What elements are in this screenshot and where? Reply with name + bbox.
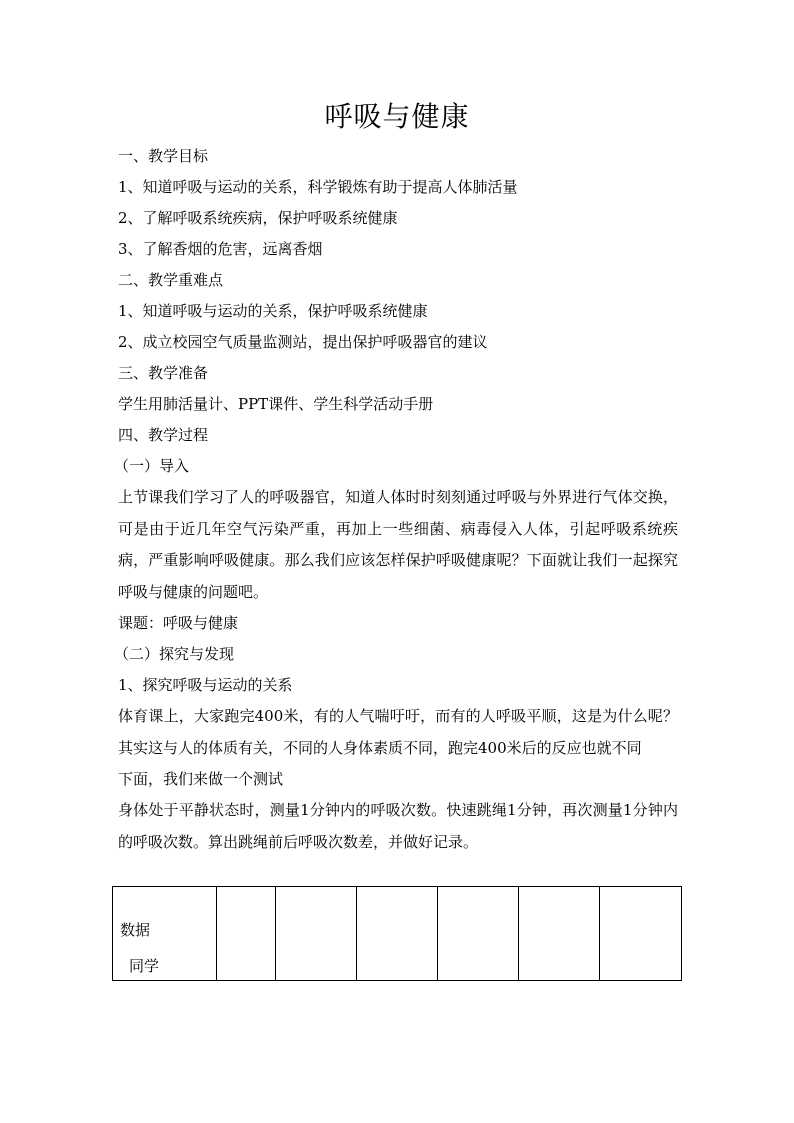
table-cell[interactable]	[217, 887, 276, 981]
table-header-cell	[113, 887, 217, 981]
goal-item-2: 2、了解呼吸系统疾病，保护呼吸系统健康	[118, 209, 398, 227]
explore-item-1: 1、探究呼吸与运动的关系	[118, 676, 293, 694]
lesson-topic: 课题：呼吸与健康	[118, 614, 239, 632]
goal-item-3: 3、了解香烟的危害，远离香烟	[118, 240, 323, 258]
table-cell[interactable]	[276, 887, 357, 981]
heading-teaching-goals: 一、教学目标	[118, 147, 209, 165]
test-intro: 下面，我们来做一个测试	[118, 770, 284, 788]
table-cell[interactable]	[357, 887, 438, 981]
section-explore-heading: （二）探究与发现	[114, 645, 235, 663]
table-row	[113, 887, 682, 981]
table-cell[interactable]	[519, 887, 600, 981]
key-point-item-2: 2、成立校园空气质量监测站，提出保护呼吸器官的建议	[118, 333, 488, 351]
document-body	[114, 141, 678, 858]
heading-preparation: 三、教学准备	[118, 364, 209, 382]
section-intro-heading: （一）导入	[114, 457, 190, 475]
pe-paragraph: 体育课上，大家跑完400米，有的人气喘吁吁，而有的人呼吸平顺，这是为什么呢？其实这与人的体质有关，不同的人身体素质不同，跑完400米后的反应也就不同	[118, 707, 678, 757]
table-header-student-label: 同学	[129, 957, 160, 975]
table-cell[interactable]	[600, 887, 682, 981]
key-point-item-1: 1、知道呼吸与运动的关系，保护呼吸系统健康	[118, 302, 428, 320]
data-record-table	[112, 886, 682, 981]
goal-item-1: 1、知道呼吸与运动的关系，科学锻炼有助于提高人体肺活量	[118, 178, 518, 196]
heading-key-points: 二、教学重难点	[118, 271, 224, 289]
intro-paragraph: 上节课我们学习了人的呼吸器官，知道人体时时刻刻通过呼吸与外界进行气体交换，可是由于近几年空气污染严重，再加上一些细菌、病毒侵入人体，引起呼吸系统疾病，严重影响呼吸健康。那么我们应该怎样保护呼吸健康呢？下面就让我们一起探究呼吸与健康的问题吧。	[118, 488, 678, 601]
document-title: 呼吸与健康	[324, 100, 470, 133]
heading-process: 四、教学过程	[118, 426, 209, 444]
preparation-text: 学生用肺活量计、PPT课件、学生科学活动手册	[118, 395, 434, 413]
table-cell[interactable]	[438, 887, 519, 981]
test-paragraph: 身体处于平静状态时，测量1分钟内的呼吸次数。快速跳绳1分钟，再次测量1分钟内的呼吸次数。算出跳绳前后呼吸次数差，并做好记录。	[118, 801, 678, 851]
table-header-data-label: 数据	[120, 921, 151, 939]
